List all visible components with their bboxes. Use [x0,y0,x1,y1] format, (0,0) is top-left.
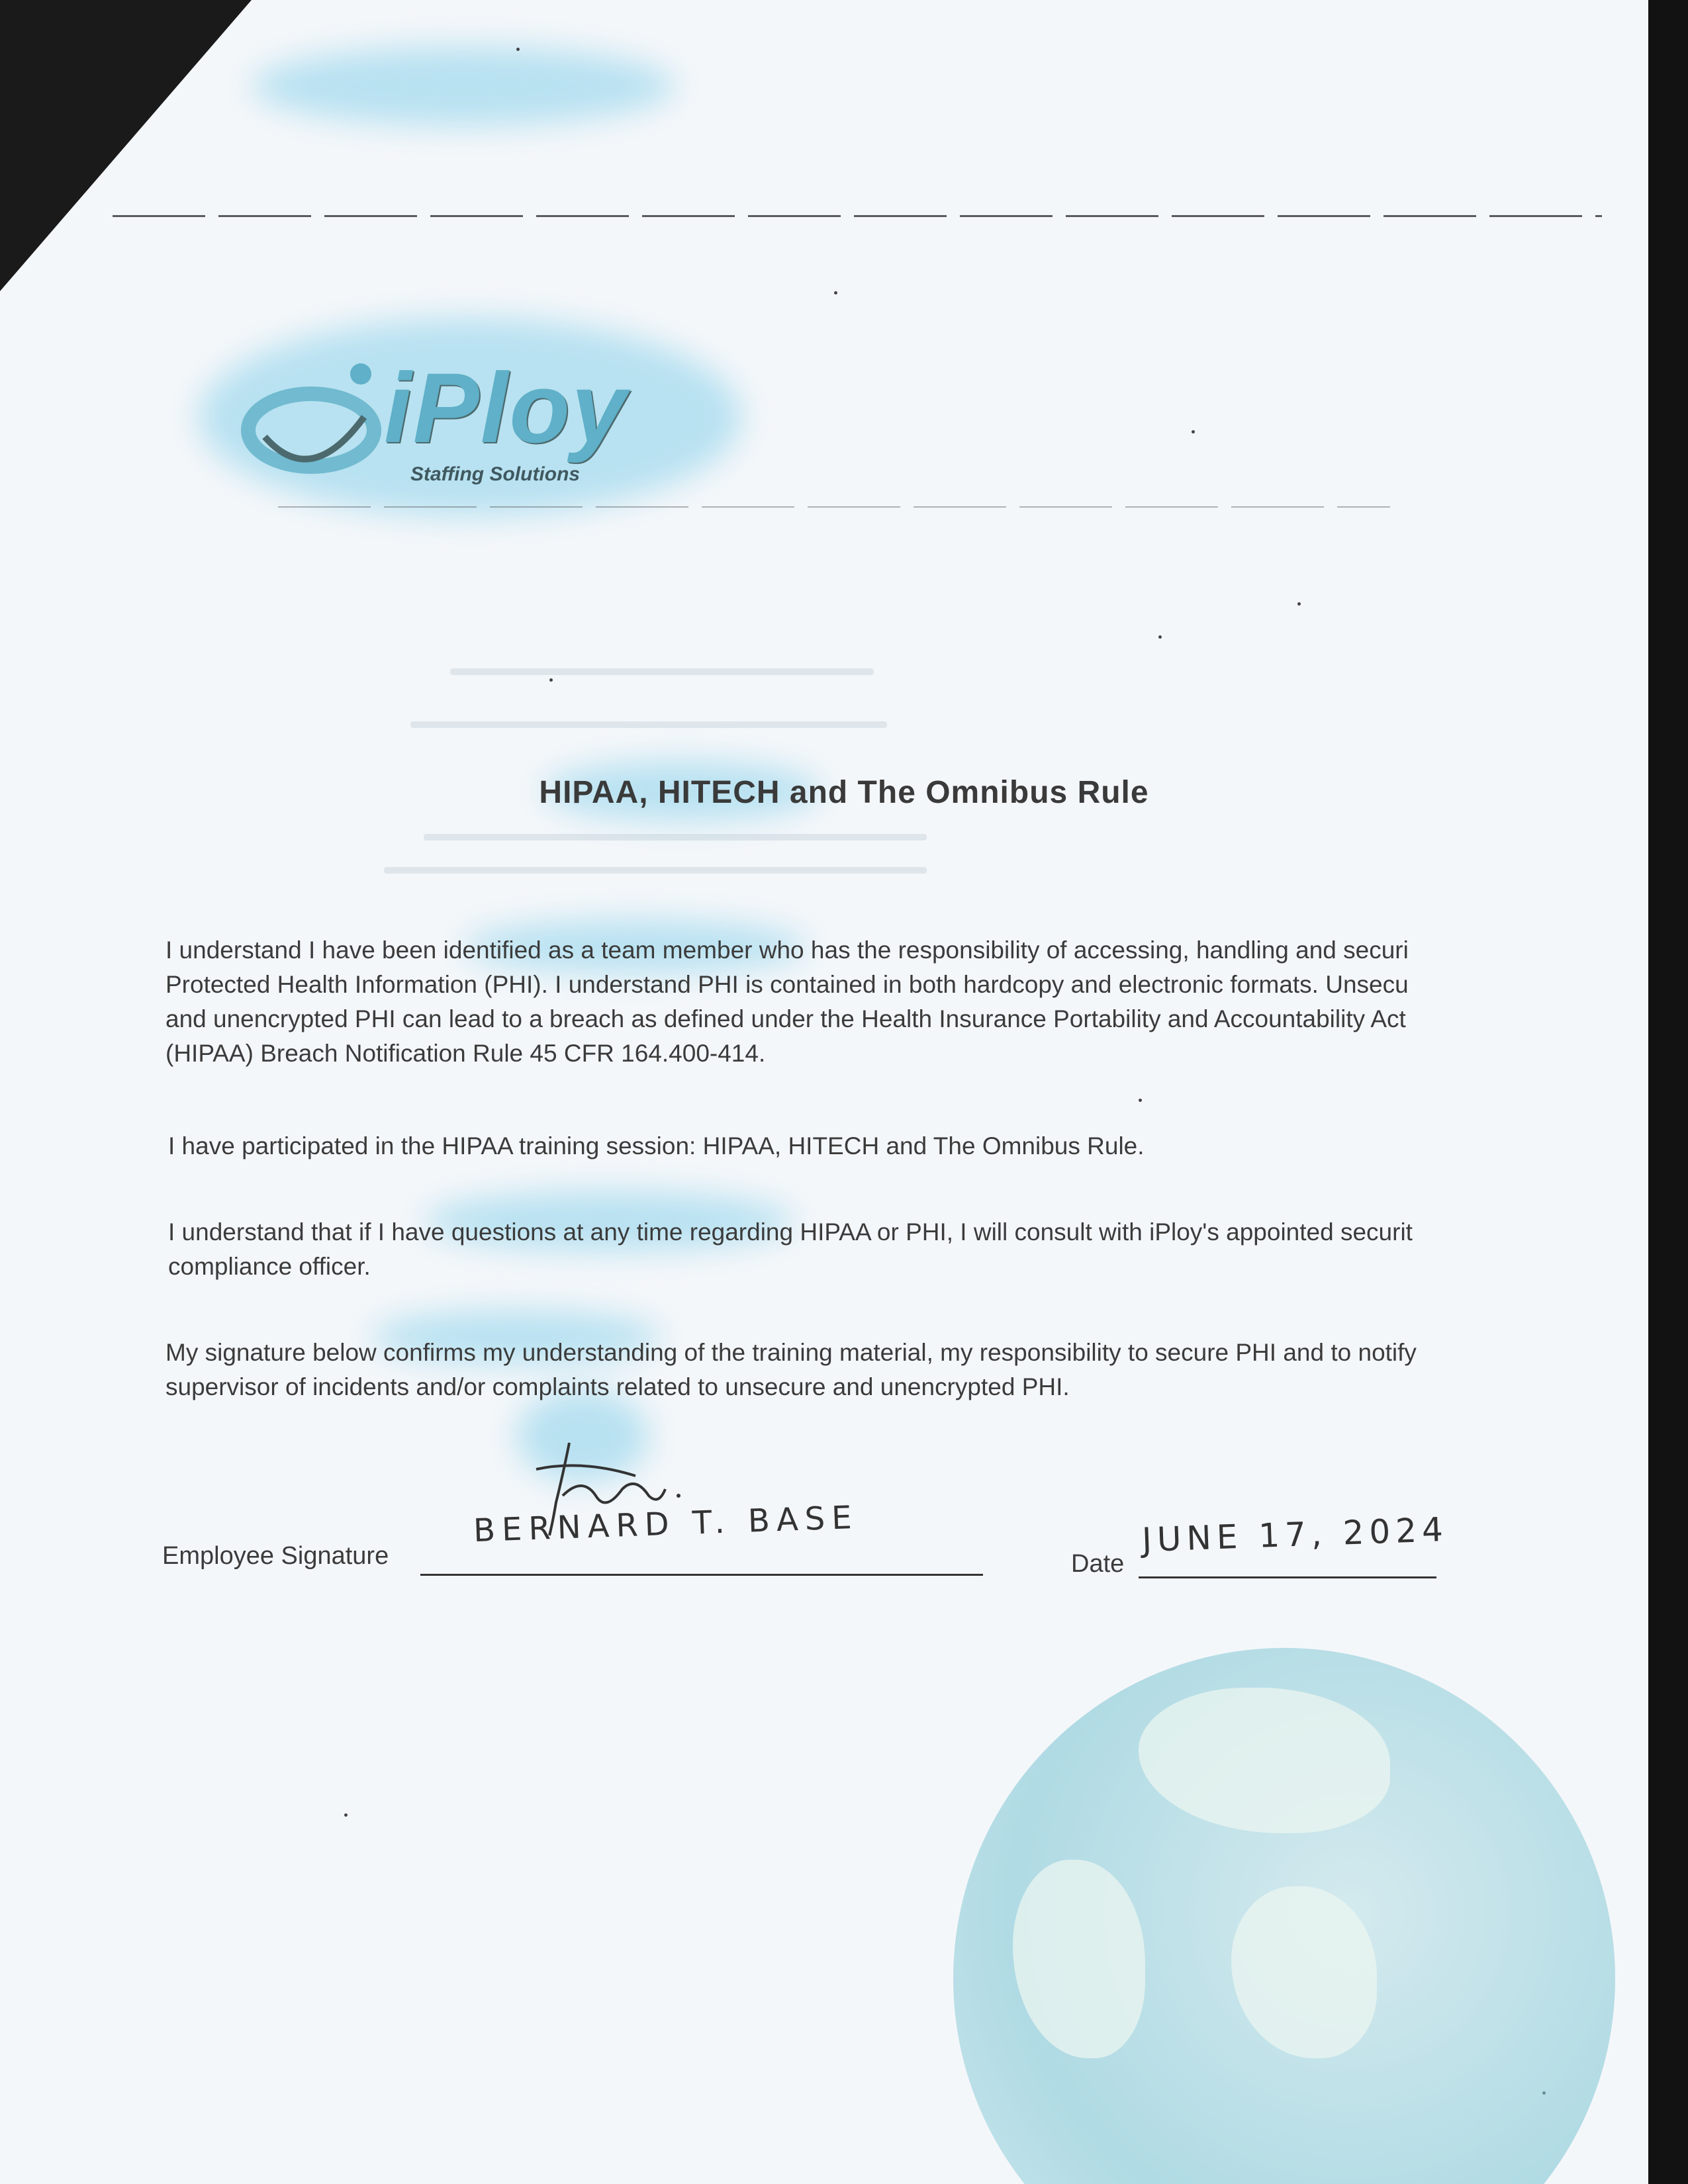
logo-wordmark: iPloy [384,352,628,463]
scan-speck [549,678,553,682]
globe-landmass [1013,1860,1145,2058]
date-value: JUNE 17, 2024 [1141,1510,1449,1560]
paragraph-line: compliance officer. [168,1253,371,1280]
paragraph-line: I have participated in the HIPAA training session: HIPAA, HITECH and The Omnibus Rule. [168,1132,1145,1160]
scan-speck [1192,430,1195,433]
employee-signature-label: Employee Signature [162,1542,389,1570]
logo-tagline: Staffing Solutions [410,463,581,485]
company-logo [238,344,715,503]
signature-line[interactable] [420,1574,983,1576]
paragraph-acknowledgement [165,1336,1688,1404]
paragraph-line: Protected Health Information (PHI). I understand PHI is contained in both hardcopy and electronic formats. Unsecu [165,971,1409,998]
globe-watermark-icon [953,1648,1615,2184]
paragraph-line: I understand I have been identified as a team member who has the responsibility of accessing, handling and securi [165,936,1409,964]
scan-speck [834,291,837,295]
scan-speck [1297,602,1301,606]
header-rule [113,215,1602,217]
ghost-text [424,834,927,841]
folded-corner [0,0,252,291]
paragraph-questions [168,1215,1688,1284]
toner-smudge [252,46,675,126]
paragraph-phi-responsibility [165,933,1688,1071]
scan-speck [1158,635,1162,639]
scan-speck [516,48,520,51]
paragraph-line: (HIPAA) Breach Notification Rule 45 CFR 164.400-414. [165,1040,766,1067]
globe-landmass [1139,1688,1390,1833]
signature-printed-name: BERNARD T. BASE [473,1498,859,1550]
ghost-text [384,867,927,874]
swirl-logo-icon [238,344,397,503]
paragraph-line: I understand that if I have questions at any time regarding HIPAA or PHI, I will consult with iPloy's appointed securit [168,1218,1413,1246]
date-line[interactable] [1139,1576,1436,1578]
paragraph-training [168,1129,1688,1163]
ghost-text [450,668,874,675]
scanner-edge [1648,0,1688,2184]
scan-speck [1139,1099,1142,1102]
paragraph-line: and unencrypted PHI can lead to a breach as defined under the Health Insurance Portability and Accountability Act [165,1005,1406,1032]
scan-speck [344,1813,348,1817]
date-label: Date [1071,1550,1125,1578]
logo-rule [278,506,1390,508]
paragraph-line: My signature below confirms my understanding of the training material, my responsibility to secure PHI and to notify [165,1339,1417,1366]
document-title: HIPAA, HITECH and The Omnibus Rule [539,775,1149,810]
paragraph-line: supervisor of incidents and/or complaints related to unsecure and unencrypted PHI. [165,1373,1070,1400]
ghost-text [410,721,887,728]
globe-landmass [1231,1886,1377,2058]
